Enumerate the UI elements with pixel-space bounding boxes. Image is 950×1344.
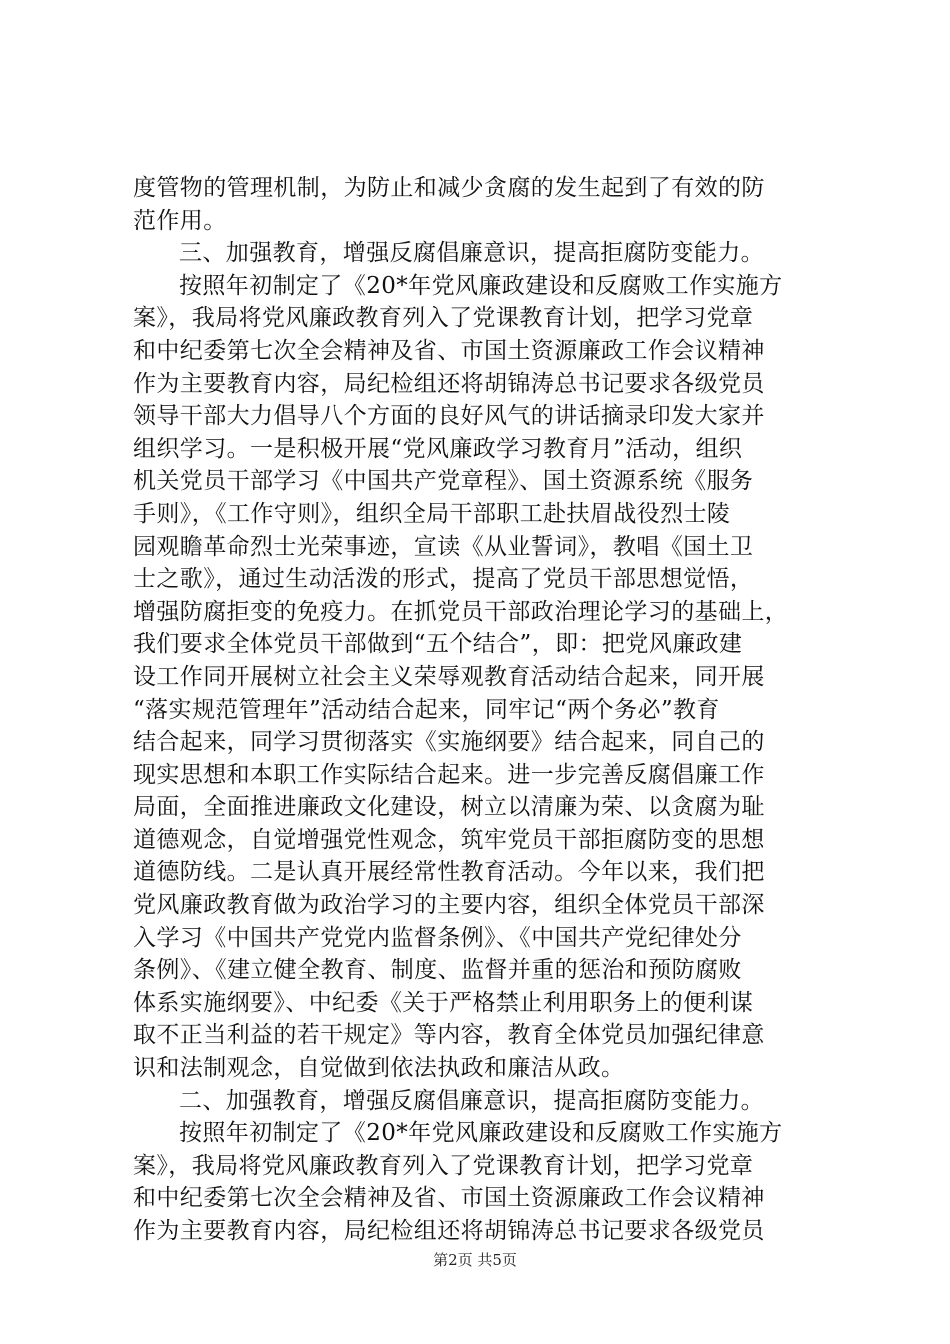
page-footer: 第2页 共5页 [433, 1251, 517, 1269]
text-line: 局面，全面推进廉政文化建设，树立以清廉为荣、以贪腐为耻 [133, 794, 765, 821]
text-line: 手则》，《工作守则》，组织全局干部职工赴扶眉战役烈士陵 [133, 500, 731, 527]
text-line: 取不正当利益的若干规定》等内容，教育全体党员加强纪律意 [133, 1022, 765, 1049]
text-line: 结合起来，同学习贯彻落实《实施纲要》结合起来，同自己的 [133, 729, 765, 756]
text-line: 三、加强教育，增强反腐倡廉意识，提高拒腐防变能力。 [179, 240, 764, 267]
text-line: 入学习《中国共产党党内监督条例》、《中国共产党纪律处分 [133, 924, 742, 951]
text-line: 机关党员干部学习《中国共产党章程》、国土资源系统《服务 [133, 468, 754, 495]
text-line: 作为主要教育内容，局纪检组还将胡锦涛总书记要求各级党员 [133, 1218, 765, 1244]
text-line: 道德观念，自觉增强党性观念，筑牢党员干部拒腐防变的思想 [133, 826, 765, 853]
text-line: 道德防线。二是认真开展经常性教育活动。今年以来，我们把 [133, 859, 765, 886]
text-line: 园观瞻革命烈士光荣事迹，宣读《从业誓词》，教唱《国土卫 [133, 533, 754, 560]
text-line: 按照年初制定了《20*年党风廉政建设和反腐败工作实施方 [179, 272, 783, 299]
text-line: 设工作同开展树立社会主义荣辱观教育活动结合起来，同开展 [133, 663, 765, 690]
text-line: 现实思想和本职工作实际结合起来。进一步完善反腐倡廉工作 [133, 761, 765, 788]
text-line: 党风廉政教育做为政治学习的主要内容，组织全体党员干部深 [133, 892, 765, 919]
text-line: 按照年初制定了《20*年党风廉政建设和反腐败工作实施方 [179, 1120, 783, 1147]
text-line: 识和法制观念，自觉做到依法执政和廉洁从政。 [133, 1055, 625, 1082]
text-line: 范作用。 [133, 207, 227, 234]
document-body [133, 172, 823, 1248]
text-line: 作为主要教育内容，局纪检组还将胡锦涛总书记要求各级党员 [133, 370, 765, 397]
text-line: 案》，我局将党风廉政教育列入了党课教育计划，把学习党章 [133, 305, 754, 332]
text-line: 组织学习。一是积极开展“党风廉政学习教育月”活动，组织 [133, 435, 743, 462]
text-line: 二、加强教育，增强反腐倡廉意识，提高拒腐防变能力。 [179, 1087, 764, 1114]
text-line: 和中纪委第七次全会精神及省、市国土资源廉政工作会议精神 [133, 337, 765, 364]
text-line: “落实规范管理年”活动结合起来，同牢记“两个务必”教育 [133, 696, 720, 723]
text-line: 条例》、《建立健全教育、制度、监督并重的惩治和预防腐败 [133, 957, 742, 984]
text-line: 我们要求全体党员干部做到“五个结合”，即：把党风廉政建 [133, 631, 743, 658]
text-line: 增强防腐拒变的免疫力。在抓党员干部政治理论学习的基础上， [133, 598, 789, 625]
text-line: 体系实施纲要》、中纪委《关于严格禁止利用职务上的便利谋 [133, 989, 754, 1016]
text-line: 领导干部大力倡导八个方面的良好风气的讲话摘录印发大家并 [133, 403, 765, 430]
text-line: 案》，我局将党风廉政教育列入了党课教育计划，把学习党章 [133, 1152, 754, 1179]
text-line: 士之歌》，通过生动活泼的形式，提高了党员干部思想觉悟， [133, 566, 754, 593]
text-line: 度管物的管理机制，为防止和减少贪腐的发生起到了有效的防 [133, 175, 765, 201]
text-line: 和中纪委第七次全会精神及省、市国土资源廉政工作会议精神 [133, 1185, 765, 1212]
